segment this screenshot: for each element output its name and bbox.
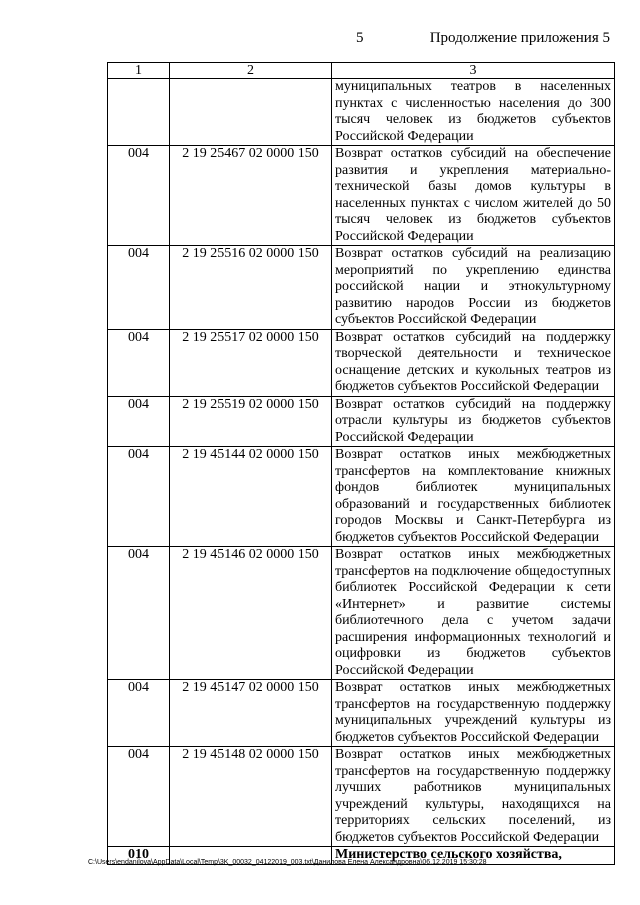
admin-code-cell: 004 [108, 146, 170, 246]
table-row [108, 79, 615, 146]
budget-code-cell: 2 19 25516 02 0000 150 [170, 246, 332, 330]
description-cell: Возврат остатков иных межбюджетных трансфертов на государственную поддержку лучших работников муниципальных учреждений культуры, находящихся на территориях сельских поселений, из бюджетов субъектов Российской Федерации [332, 747, 615, 847]
admin-code-cell: 004 [108, 246, 170, 330]
budget-codes-table [107, 62, 615, 865]
column-header-1: 1 [108, 63, 170, 79]
appendix-continuation-label: Продолжение приложения 5 [429, 30, 610, 46]
description-cell: Министерство сельского хозяйства, [332, 847, 615, 865]
table-row [108, 547, 615, 680]
page-number: 5 [356, 30, 364, 46]
table-row [108, 396, 615, 447]
budget-code-cell: 2 19 25467 02 0000 150 [170, 146, 332, 246]
admin-code-cell: 004 [108, 747, 170, 847]
table-row [108, 146, 615, 246]
table-body [108, 79, 615, 865]
description-cell: Возврат остатков субсидий на обеспечение развития и укрепления материально-технической базы домов культуры в населенных пунктах с числом жителей до 50 тысяч человек из бюджетов субъектов Российской Федерации [332, 146, 615, 246]
budget-code-cell: 2 19 25519 02 0000 150 [170, 396, 332, 447]
budget-code-cell [170, 79, 332, 146]
table-row [108, 447, 615, 547]
budget-code-cell: 2 19 25517 02 0000 150 [170, 329, 332, 396]
description-cell: Возврат остатков субсидий на реализацию мероприятий по укреплению единства российской нации и этнокультурному развитию народов России из бюджетов субъектов Российской Федерации [332, 246, 615, 330]
description-cell: Возврат остатков субсидий на поддержку отрасли культуры из бюджетов субъектов Российской Федерации [332, 396, 615, 447]
description-cell: Возврат остатков иных межбюджетных трансфертов на комплектование книжных фондов библиотек муниципальных образований и государственных библиотек городов Москвы и Санкт-Петербурга из бюджетов субъектов Российской Федерации [332, 447, 615, 547]
table-row [108, 680, 615, 747]
budget-code-cell: 2 19 45147 02 0000 150 [170, 680, 332, 747]
description-cell: Возврат остатков иных межбюджетных трансфертов на государственную поддержку муниципальных учреждений культуры из бюджетов субъектов Российской Федерации [332, 680, 615, 747]
admin-code-cell: 004 [108, 329, 170, 396]
file-path-footer: C:\Users\endanilova\AppData\Local\Temp\3K_00032_04122019_003.txt\Данилова Елена Александровна\06.12.2019 15:30:28 [88, 859, 487, 866]
table-row [108, 329, 615, 396]
admin-code-cell: 004 [108, 547, 170, 680]
budget-code-cell: 2 19 45148 02 0000 150 [170, 747, 332, 847]
admin-code-cell: 004 [108, 396, 170, 447]
admin-code-cell: 004 [108, 447, 170, 547]
budget-code-cell: 2 19 45146 02 0000 150 [170, 547, 332, 680]
admin-code-cell: 004 [108, 680, 170, 747]
table-row [108, 747, 615, 847]
budget-code-cell: 2 19 45144 02 0000 150 [170, 447, 332, 547]
description-cell: Возврат остатков субсидий на поддержку творческой деятельности и техническое оснащение детских и кукольных театров из бюджетов субъектов Российской Федерации [332, 329, 615, 396]
admin-code-cell [108, 79, 170, 146]
description-cell: Возврат остатков иных межбюджетных трансфертов на подключение общедоступных библиотек Российской Федерации к сети «Интернет» и развитие системы библиотечного дела с учетом задачи расширения информационных технологий и оцифровки из бюджетов субъектов Российской Федерации [332, 547, 615, 680]
column-header-2: 2 [170, 63, 332, 79]
table-row [108, 246, 615, 330]
column-header-3: 3 [332, 63, 615, 79]
table-header-row [108, 63, 615, 79]
admin-code-cell: 010 [108, 847, 170, 865]
description-cell: муниципальных театров в населенных пунктах с численностью населения до 300 тысяч человек из бюджетов субъектов Российской Федерации [332, 79, 615, 146]
